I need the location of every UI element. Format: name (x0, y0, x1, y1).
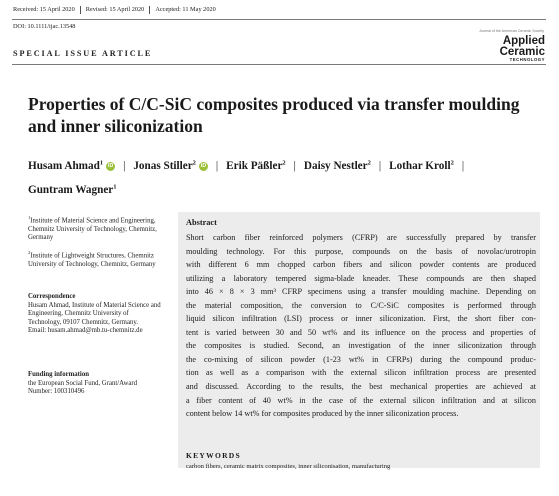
author-affiliation-sup: 2 (367, 159, 371, 166)
author-affiliation-sup: 1 (99, 159, 104, 166)
abstract-line: the co-mixing of silicon powder (1-23 wt% in CFRPs) during the compound produc- (186, 354, 536, 364)
section-label: SPECIAL ISSUE ARTICLE (13, 49, 153, 58)
date-separator (149, 6, 150, 14)
author[interactable] (389, 160, 454, 172)
abstract-line: Short carbon fiber reinforced polymers (CFRP) are successfully prepared by transfer (186, 233, 536, 242)
abstract-line: with different 6 mm chopped carbon fibers and silicon powder contents are produced (186, 260, 536, 270)
abstract-text (186, 231, 536, 421)
logo-line-3: TECHNOLOGY (509, 56, 545, 62)
abstract-line: content below 14 wt% for composites produced by the inner siliconization process. (186, 409, 459, 419)
abstract-line: moulding technology. For this purpose, compounds on the basis of novolac/urotropin (186, 246, 536, 256)
author-name: Lothar Kroll (389, 159, 451, 172)
abstract-line: liquid silicon infiltration (LSI) process or inner siliconization. First, the short fiber con- (186, 314, 536, 324)
article-dates (13, 6, 216, 14)
publisher-small-text: Journal of the American Ceramic Society (479, 29, 544, 33)
orcid-icon[interactable]: iD (200, 162, 207, 169)
affiliation-sup: 2 (28, 250, 31, 255)
revised-date: Revised: 15 April 2020 (85, 6, 145, 13)
author[interactable] (304, 160, 371, 172)
orcid-icon[interactable]: iD (107, 162, 114, 169)
funding-heading: Funding information (28, 371, 89, 378)
correspondence-block (28, 293, 161, 336)
author-name: Husam Ahmad (28, 159, 100, 172)
author-affiliation-sup: 2 (450, 159, 454, 166)
affiliation-1 (28, 214, 161, 243)
author-affiliation-sup: 2 (192, 159, 196, 166)
author-name: Daisy Nestler (303, 159, 368, 172)
author[interactable] (28, 160, 115, 172)
funding-block (28, 371, 161, 397)
article-title: Properties of C/C-SiC composites produced via transfer moulding and inner siliconization (28, 94, 520, 136)
abstract-line: the composites is studied. Second, an investigation of the inner siliconization through (186, 341, 536, 351)
abstract-heading: Abstract (186, 218, 217, 227)
section-rule (12, 64, 546, 65)
journal-logo[interactable] (500, 36, 545, 62)
logo-line-2: Ceramic (499, 45, 545, 58)
affiliation-2 (28, 249, 161, 269)
author-affiliation-sup: 2 (282, 159, 286, 166)
author-separator: | (215, 159, 219, 172)
funding-text: the European Social Fund, Grant/Award Number: 100310496 (28, 379, 138, 396)
correspondence-text: Husam Ahmad, Institute of Material Science and Engineering, Chemnitz University of Technology, 09107 Chemnitz, Germany. (28, 301, 161, 326)
correspondence-email[interactable]: Email: husam.ahmad@mb.tu-chemnitz.de (28, 327, 143, 335)
abstract-line: utilizing a laboratory tempered sigma-blade kneader. These compounds are then shaped (186, 273, 536, 283)
author-separator: | (378, 159, 382, 172)
logo-line-1: Applied (502, 35, 545, 47)
author-name: Guntram Wagner (28, 184, 114, 197)
affiliation-text: Institute of Lightweight Structures, Chemnitz University of Technology, Chemnitz, Germany (28, 252, 156, 268)
abstract-line: into 46 × 8 × 3 mm³ CFRP specimens using a transfer moulding machine. Depending on (186, 287, 536, 297)
abstract-line: tent is varied between 30 and 50 wt% and its influence on the process and properties of (186, 327, 536, 337)
author[interactable] (133, 160, 208, 172)
correspondence-heading: Correspondence (28, 293, 76, 300)
abstract-line: and discussed. According to the results, the best mechanical properties are achieved at (186, 382, 536, 392)
abstract-line: the material composition, the conversion to C/C-SiC composites is performed through (186, 300, 536, 310)
abstract-line: tion as well as a comparison with the external silicon infiltration process are presented (186, 368, 536, 378)
author-name: Erik Päßler (226, 159, 283, 172)
affiliation-sup: 1 (28, 215, 31, 220)
date-separator (80, 6, 81, 14)
author[interactable] (28, 184, 117, 196)
author-affiliation-sup: 1 (113, 183, 117, 191)
author-separator: | (461, 159, 465, 172)
affiliation-text: Institute of Material Science and Engineering, Chemnitz University of Technology, Chemnitz, Germany (28, 217, 157, 242)
author-name: Jonas Stiller (133, 159, 193, 172)
received-date: Received: 15 April 2020 (13, 6, 75, 13)
abstract-line: a fiber content of 40 wt% in the case of the external silicon infiltration and at silicon (186, 395, 536, 405)
author-list (28, 152, 544, 201)
doi[interactable]: DOI: 10.1111/ijac.13548 (13, 23, 76, 30)
keywords-heading: KEYWORDS (186, 451, 241, 460)
author-separator: | (123, 159, 126, 172)
keywords-text: carbon fibers, ceramic matrix composites, inner siliconisation, manufacturing (186, 463, 391, 470)
author-separator: | (293, 159, 296, 172)
header-rule (12, 19, 546, 20)
accepted-date: Accepted: 11 May 2020 (155, 6, 216, 13)
author[interactable] (226, 160, 286, 172)
